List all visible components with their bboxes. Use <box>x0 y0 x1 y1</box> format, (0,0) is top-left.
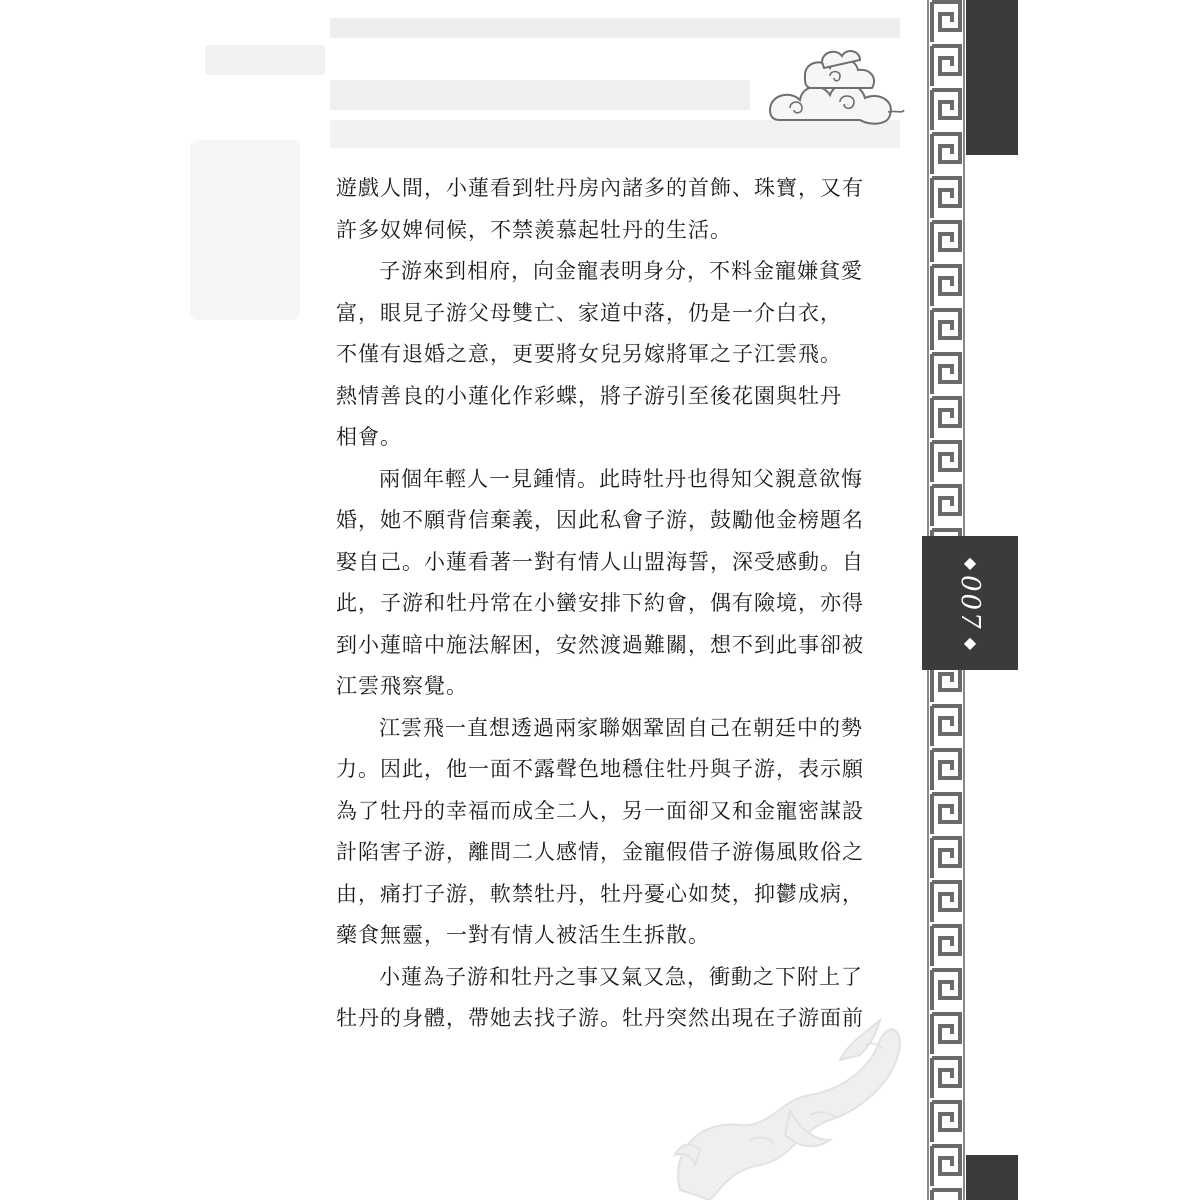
paragraph-3 <box>336 459 876 708</box>
text-line: 力。因此，他一面不露聲色地穩住牡丹與子游，表示願 <box>336 757 864 781</box>
text-line: 婚，她不願背信棄義，因此私會子游，鼓勵他金榜題名 <box>336 508 864 532</box>
dragon-watermark-icon <box>640 1000 910 1200</box>
text-line: 藥食無靈，一對有情人被活生生拆散。 <box>336 923 710 947</box>
paragraph-1 <box>336 168 876 251</box>
paragraph-4 <box>336 708 876 957</box>
text-line: 娶自己。小蓮看著一對有情人山盟海誓，深受感動。自 <box>336 549 864 574</box>
text-line: 小蓮為子游和牡丹之事又氣又急，衝動之下附上了 <box>379 964 863 989</box>
text-line: 不僅有退婚之意，更要將女兒另嫁將軍之子江雲飛。 <box>336 342 842 366</box>
text-line: 熱情善良的小蓮化作彩蝶，將子游引至後花園與牡丹 <box>336 383 842 408</box>
text-line: 子游來到相府，向金寵表明身分，不料金寵嫌貧愛 <box>379 259 863 283</box>
text-line: 為了牡丹的幸福而成全二人，另一面卻又和金寵密謀設 <box>336 798 864 823</box>
text-line: 到小蓮暗中施法解困，安然渡過難關，想不到此事卻被 <box>336 632 864 657</box>
text-line: 富，眼見子游父母雙亡、家道中落，仍是一介白衣， <box>336 300 842 325</box>
text-line: 許多奴婢伺候，不禁羨慕起牡丹的生活。 <box>336 217 732 242</box>
text-line: 此，子游和牡丹常在小蠻安排下約會，偶有險境，亦得 <box>336 591 864 615</box>
diamond-icon: ◆ <box>963 632 977 652</box>
paragraph-2 <box>336 251 876 459</box>
page-number-tab <box>922 536 1018 670</box>
text-line: 江雲飛一直想透過兩家聯姻鞏固自己在朝廷中的勢 <box>379 715 863 740</box>
bottom-edge-tab <box>966 1155 1018 1200</box>
top-edge-tab <box>966 0 1018 155</box>
text-line: 江雲飛察覺。 <box>336 674 468 698</box>
diamond-icon: ◆ <box>963 553 977 573</box>
text-line: 兩個年輕人一見鍾情。此時牡丹也得知父親意欲悔 <box>379 466 863 491</box>
text-line: 牡丹的身體，帶她去找子游。牡丹突然出現在子游面前 <box>336 1006 864 1030</box>
page-body <box>336 168 876 1040</box>
text-line: 遊戲人間，小蓮看到牡丹房內諸多的首飾、珠寶，又有 <box>336 176 864 200</box>
text-line: 由，痛打子游，軟禁牡丹，牡丹憂心如焚，抑鬱成病， <box>336 881 864 906</box>
page-number: 007 <box>955 575 985 631</box>
auspicious-cloud-icon <box>760 40 905 135</box>
text-line: 計陷害子游，離間二人感情，金寵假借子游傷風敗俗之 <box>336 840 864 864</box>
text-line: 相會。 <box>336 425 402 449</box>
ghost-side-ornament <box>190 140 300 320</box>
